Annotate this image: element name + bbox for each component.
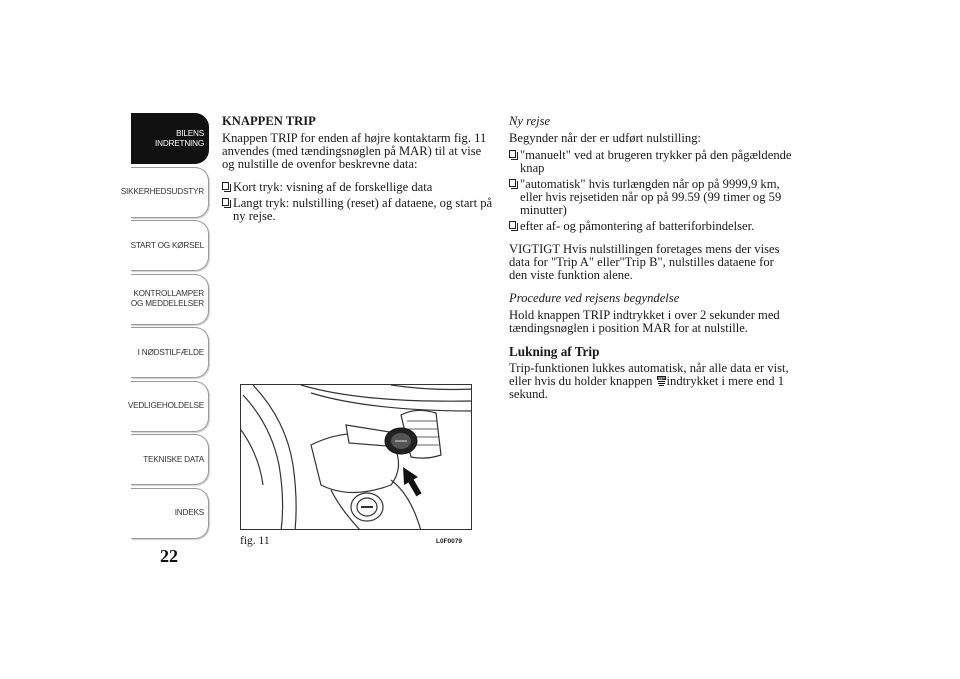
tab-kontrollamper[interactable] bbox=[131, 274, 209, 325]
closing-text: Trip-funktionen lukkes automatisk, når alle data er vist, eller hvis du holder knappen SET indtrykket i mere end 1 sekund. bbox=[509, 361, 789, 401]
tab-label: TEKNISKE DATA bbox=[143, 454, 204, 464]
figure-label: fig. 11 bbox=[240, 535, 270, 547]
list-item: "manuelt" ved at brugeren trykker på den pågældende knap bbox=[509, 149, 794, 175]
tab-label: VEDLIGEHOLDELSE bbox=[127, 401, 204, 410]
left-column bbox=[222, 115, 494, 233]
list-item: "automatisk" hvis turlængden når op på 9999,9 km, eller hvis rejsetiden når op på 99.59 (99 timer og 59 minutter) bbox=[509, 178, 794, 217]
tab-bilens-indretning[interactable] bbox=[131, 113, 209, 164]
tab-label: START OG KØRSEL bbox=[130, 240, 204, 250]
tab-indeks[interactable] bbox=[131, 488, 209, 539]
important-note: VIGTIGT Hvis nulstillingen foretages mens der vises data for "Trip A" eller"Trip B", nulstilles dataene for den viste funktion alene. bbox=[509, 242, 780, 282]
reset-conditions-list bbox=[509, 149, 794, 233]
checkbox-bullet-icon bbox=[222, 182, 229, 190]
checkbox-bullet-icon bbox=[222, 198, 229, 206]
tab-sikkerhedsudstyr[interactable] bbox=[120, 167, 209, 218]
tab-label: I NØDSTILFÆLDE bbox=[137, 347, 204, 357]
section-heading-closing: Lukning af Trip bbox=[509, 344, 600, 359]
subheading-procedure: Procedure ved rejsens begyndelse bbox=[509, 291, 680, 305]
figure-code: L0F0079 bbox=[436, 538, 463, 545]
page-number: 22 bbox=[160, 546, 178, 566]
trip-intro: Knappen TRIP for enden af højre kontaktarm fig. 11 anvendes (med tændingsnøglen på MAR) til at vise og nulstille de ovenfor beskrevne data: bbox=[222, 131, 487, 171]
tab-i-nodstilfaelde[interactable] bbox=[131, 327, 209, 378]
tab-tekniske-data[interactable] bbox=[131, 434, 209, 485]
subheading-ny-rejse: Ny rejse bbox=[509, 114, 551, 128]
list-item: efter af- og påmontering af batteriforbindelser. bbox=[509, 220, 794, 233]
tab-label: KONTROLLAMPER bbox=[133, 289, 204, 298]
tab-label: SIKKERHEDSUDSTYR bbox=[120, 187, 204, 196]
procedure-text: Hold knappen TRIP indtrykket i over 2 sekunder med tændingsnøglen i position MAR for at nulstille. bbox=[509, 308, 780, 335]
tab-vedligeholdelse[interactable] bbox=[127, 381, 209, 432]
checkbox-bullet-icon bbox=[509, 150, 516, 158]
tab-start-og-korsel[interactable] bbox=[131, 220, 209, 271]
reset-begins-text: Begynder når der er udført nulstilling: bbox=[509, 131, 702, 145]
tab-label: INDEKS bbox=[174, 508, 204, 517]
svg-text:SET: SET bbox=[657, 376, 665, 381]
list-item: Kort tryk: visning af de forskellige data bbox=[222, 181, 494, 194]
checkbox-bullet-icon bbox=[509, 179, 516, 187]
section-heading-trip: KNAPPEN TRIP bbox=[222, 114, 316, 128]
tab-label: INDRETNING bbox=[155, 138, 204, 148]
tab-label: BILENS bbox=[176, 128, 204, 138]
right-column bbox=[509, 115, 794, 401]
steering-column-illustration bbox=[241, 385, 472, 530]
set-button-icon bbox=[657, 376, 666, 386]
tab-label: OG MEDDELELSER bbox=[130, 299, 204, 308]
figure-trip-stalk bbox=[240, 384, 472, 530]
list-item: Langt tryk: nulstilling (reset) af dataene, og start på ny rejse. bbox=[222, 197, 494, 223]
checkbox-bullet-icon bbox=[509, 221, 516, 229]
trip-press-list bbox=[222, 181, 494, 223]
